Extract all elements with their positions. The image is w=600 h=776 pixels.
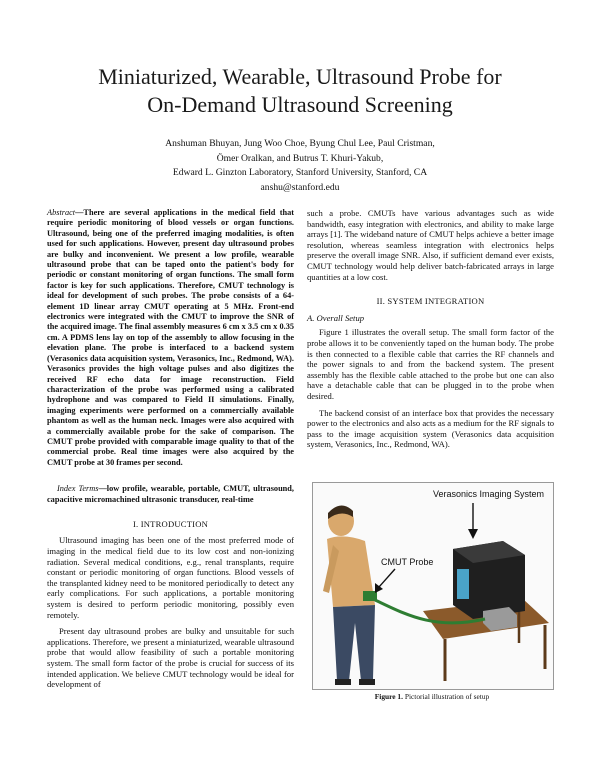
section-1-heading: I. INTRODUCTION bbox=[132, 518, 209, 529]
index-terms-text: —low profile, wearable, portable, CMUT, ultrasound, capacitive micromachined ultrasonic transducer, real-time bbox=[47, 484, 294, 504]
index-terms bbox=[47, 484, 294, 505]
setup-illustration bbox=[313, 483, 553, 689]
setup-paragraph-1: Figure 1 illustrates the overall setup. The small form factor of the probe allows it to be conveniently taped on the human body. The probe is then connected to a flexible cable that carries the RF channels and the power signals to and from the backend system. The present assembly has the flexible cable attached to the probe but one can also have a detachable cable that can be plugged in to the probe when desired. bbox=[307, 327, 554, 401]
abstract bbox=[47, 208, 294, 468]
right-column bbox=[307, 208, 554, 456]
author-block bbox=[60, 137, 540, 195]
author-email: anshu@stanford.edu bbox=[260, 181, 340, 193]
intro-paragraph-2: Present day ultrasound probes are bulky and unsuitable for such applications. Therefore, we present a miniaturized, wearable ultrasound probe that would allow feasibility of such a portable monitoring system. The small form factor of the probe is crucial for success of its intended application. We believe CMUT technology would be ideal for development of bbox=[47, 626, 294, 690]
caption-label: Figure 1. bbox=[374, 692, 403, 701]
section-2-heading: II. SYSTEM INTEGRATION bbox=[376, 296, 485, 307]
person-shoe bbox=[335, 679, 351, 685]
authors-line-2: Ömer Oralkan, and Butrus T. Khuri-Yakub, bbox=[216, 152, 384, 164]
authors-line-1: Anshuman Bhuyan, Jung Woo Choe, Byung Chul Lee, Paul Cristman, bbox=[165, 138, 435, 149]
computer-front-panel bbox=[457, 569, 469, 599]
setup-paragraph-2: The backend consist of an interface box that provides the necessary power to the electronics and also acts as a medium for the RF signals to pass to the image acquisition system (Verasonics data acquisition system, Verasonics, Inc., Redmond, WA). bbox=[307, 407, 554, 450]
person-legs bbox=[333, 605, 375, 681]
affiliation: Edward L. Ginzton Laboratory, Stanford University, Stanford, CA bbox=[172, 167, 428, 178]
index-terms-label: Index Terms bbox=[57, 484, 99, 494]
person-shoe bbox=[359, 679, 375, 685]
label-verasonics: Verasonics Imaging System bbox=[433, 489, 545, 499]
figure-1 bbox=[312, 482, 554, 690]
title-line-2: On-Demand Ultrasound Screening bbox=[147, 92, 453, 117]
arrow-system-head bbox=[468, 529, 478, 539]
caption-text: Pictorial illustration of setup bbox=[404, 692, 490, 701]
intro-paragraph-1: Ultrasound imaging has been one of the most preferred mode of imaging in the medical field due to its low cost and non-ionizing radiation. Several medical conditions, e.g., renal transplants, require constant or periodic monitoring of organ functions. Blood vessels of the transplanted kidney need to be monitored periodically to detect any early complications. For such applications, a portable monitoring system is desired to perform periodic monitoring, possibly even remotely. bbox=[47, 535, 294, 620]
cmut-probe bbox=[363, 591, 377, 601]
subsection-a-heading: A. Overall Setup bbox=[307, 312, 365, 323]
left-column bbox=[47, 208, 294, 696]
arrow-probe bbox=[379, 569, 395, 587]
interface-box bbox=[483, 607, 517, 631]
figure-1-caption bbox=[312, 692, 552, 701]
abstract-label: Abstract bbox=[47, 208, 76, 217]
intro-continuation: such a probe. CMUTs have various advantages such as wide bandwidth, easy integration with electronics, and ability to make large arrays [1]. The wideband nature of CMUT helps achieve a better image resolution, whereas seamless integration with electronics helps preserve the overall image SNR. Also, if sufficient demand ever exists, CMUT technology would help deliver batch-fabricated arrays in large quantities at a low cost. bbox=[307, 208, 554, 282]
label-cmut-probe: CMUT Probe bbox=[381, 557, 434, 567]
paper-title bbox=[40, 63, 560, 119]
abstract-text: —There are several applications in the medical field that require periodic monitoring of blood vessels or organ functions. Ultrasound, being one of the preferred imaging modalities, is often used for such applications. However, present day ultrasound probes are bulky and inconvenient. We present a low profile, wearable ultrasound probe that can be taped onto the patient's body for periodic or constant monitoring of organ functions. The small form factor is key for such applications. Therefore, CMUT technology is ideal for development of such probes. The probe consists of a 64-element 1D linear array CMUT operating at 5 MHz. Front-end electronics were integrated with the CMUT to improve the SNR of the acquired image. The final assembly measures 6 cm x 3.5 cm x 0.35 cm. A PDMS lens lay on top of the assembly to allow focusing in the elevation plane. The probe is interfaced to a backend system (Verasonics data acquisition system, Verasonics, Inc., Redmond, WA). Verasonics provides the high voltage pulses and also digitizes the received RF echo data for image reconstruction. Field characterization of the probe was performed using a calibrated hydrophone and was compared to Field II simulations. Finally, imaging experiments were performed on a commercially available phantom as well as the human neck. Images were also acquired with a commercially available probe for the sake of comparison. The CMUT probe provided with comparable image quality to that of the commercial probe. Real time images were also acquired by the CMUT probe at 30 frames per second. bbox=[47, 208, 294, 467]
title-line-1: Miniaturized, Wearable, Ultrasound Probe for bbox=[98, 64, 502, 89]
